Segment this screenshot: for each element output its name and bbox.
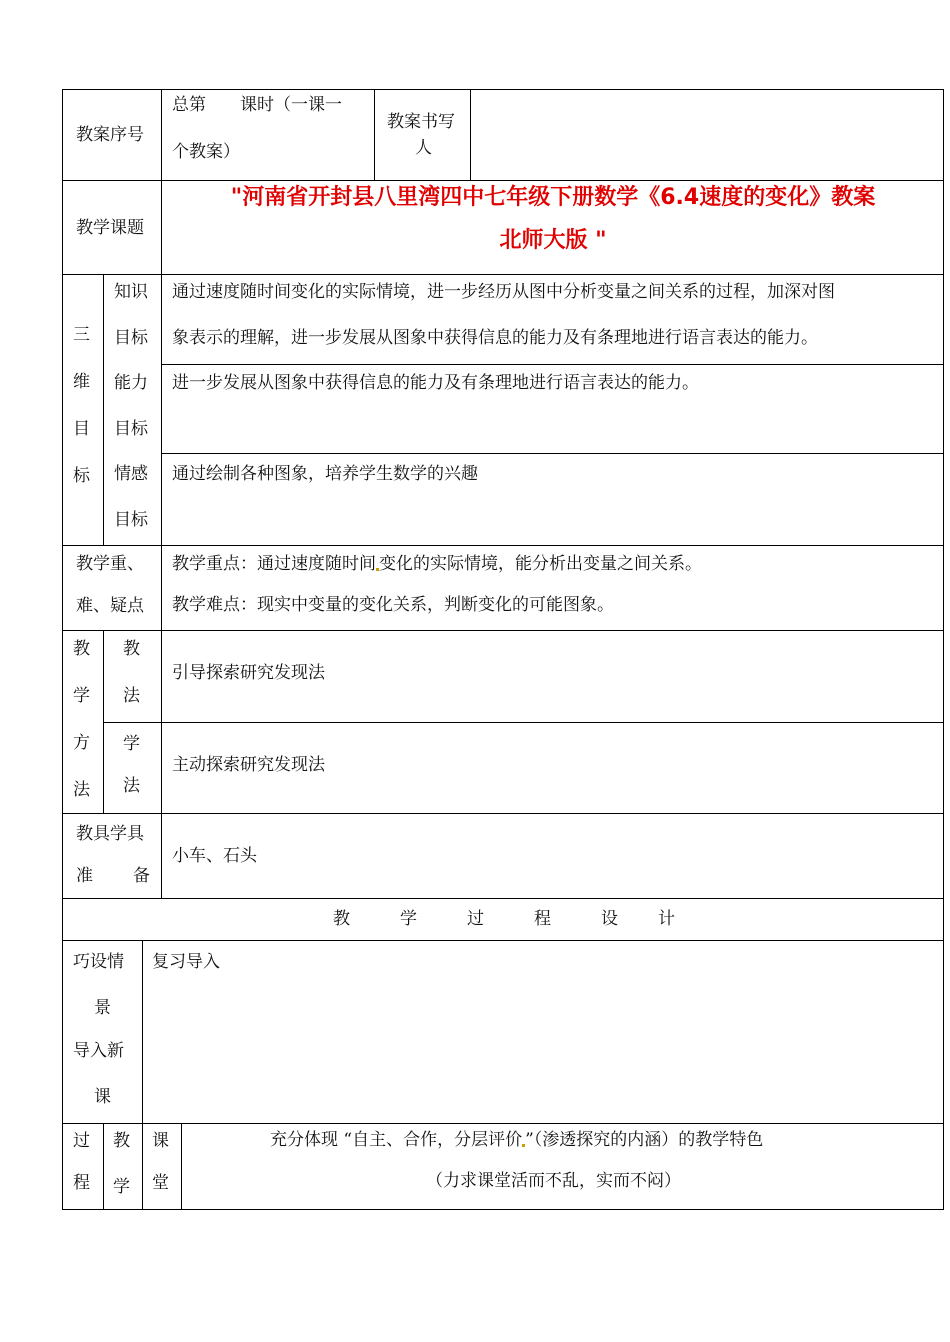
ability-label-2: 目标 [114, 419, 148, 439]
col2-label-1: 教 [113, 1131, 130, 1151]
intro-label-3: 导入新 [73, 1041, 124, 1061]
process-heading-1: 教 [333, 909, 350, 929]
feature-text-a: 充分体现 “自主、合作，分层评价 [270, 1130, 523, 1150]
teaching-focus-a: 教学重点：通过速度随时间 [172, 554, 376, 574]
topic-label: 教学课题 [76, 218, 144, 238]
learn-method-label-2: 法 [123, 776, 140, 796]
intro-label-4: 课 [94, 1087, 111, 1107]
lesson-count-note: 个教案） [172, 142, 240, 162]
goals-label-4: 标 [73, 466, 90, 486]
ability-label: 能力 [114, 373, 148, 393]
process-heading-6: 计 [658, 909, 675, 929]
intro-text: 复习导入 [152, 952, 220, 972]
feature-text-b: ”（渗透探究的内涵）的教学特色 [525, 1130, 764, 1150]
knowledge-label: 知识 [114, 282, 148, 302]
keypoints-label: 教学重、 [76, 554, 144, 574]
seq-label: 教案序号 [76, 125, 144, 145]
keypoints-label-2: 难、疑点 [76, 596, 144, 616]
writer-label: 教案书写 [387, 112, 455, 132]
intro-label-1: 巧设情 [73, 952, 124, 972]
goals-label-3: 目 [73, 419, 90, 439]
tools-text: 小车、石头 [172, 846, 257, 866]
lesson-title-2: 北师大版 " [499, 228, 607, 253]
methods-label-4: 法 [73, 780, 90, 800]
col1-label-1: 过 [73, 1131, 90, 1151]
feature-text-2: （力求课堂活而不乱，实而不闷） [426, 1171, 681, 1191]
col1-label-2: 程 [73, 1173, 90, 1193]
teaching-focus [172, 553, 702, 575]
lesson-count: 总第 课时（一课一 [172, 95, 342, 115]
methods-label-2: 学 [73, 686, 90, 706]
emotion-text: 通过绘制各种图象，培养学生数学的兴趣 [172, 464, 478, 484]
learn-method-label: 学 [123, 734, 140, 754]
writer-label-2: 人 [415, 138, 432, 158]
knowledge-text-2: 象表示的理解，进一步发展从图象中获得信息的能力及有条理地进行语言表达的能力。 [172, 328, 818, 348]
col3-label-1: 课 [152, 1131, 169, 1151]
ability-text: 进一步发展从图象中获得信息的能力及有条理地进行语言表达的能力。 [172, 373, 699, 393]
goals-label-2: 维 [73, 372, 90, 392]
teach-method-text: 引导探索研究发现法 [172, 663, 325, 683]
col2-label-2: 学 [113, 1177, 130, 1197]
teaching-focus-b: 变化的实际情境，能分析出变量之间关系。 [379, 554, 702, 574]
col3-label-2: 堂 [152, 1173, 169, 1193]
emotion-label: 情感 [114, 464, 148, 484]
process-heading-4: 程 [534, 909, 551, 929]
feature-text [270, 1129, 763, 1151]
lesson-title: "河南省开封县八里湾四中七年级下册数学《6.4速度的变化》教案 [230, 185, 876, 210]
emotion-label-2: 目标 [114, 510, 148, 530]
knowledge-label-2: 目标 [114, 328, 148, 348]
tools-label: 教具学具 [76, 824, 144, 844]
methods-label-3: 方 [73, 733, 90, 753]
teaching-difficulty: 教学难点：现实中变量的变化关系，判断变化的可能图象。 [172, 595, 614, 615]
process-heading-5: 设 [601, 909, 618, 929]
knowledge-text: 通过速度随时间变化的实际情境，进一步经历从图中分析变量之间关系的过程，加深对图 [172, 282, 835, 302]
process-heading-2: 学 [400, 909, 417, 929]
goals-label-1: 三 [73, 325, 90, 345]
teach-method-label: 教 [123, 639, 140, 659]
process-heading-3: 过 [467, 909, 484, 929]
learn-method-text: 主动探索研究发现法 [172, 755, 325, 775]
tools-label-2a: 准 [76, 866, 93, 886]
teach-method-label-2: 法 [123, 686, 140, 706]
methods-label-1: 教 [73, 639, 90, 659]
intro-label-2: 景 [94, 998, 111, 1018]
tools-label-2b: 备 [133, 866, 150, 886]
